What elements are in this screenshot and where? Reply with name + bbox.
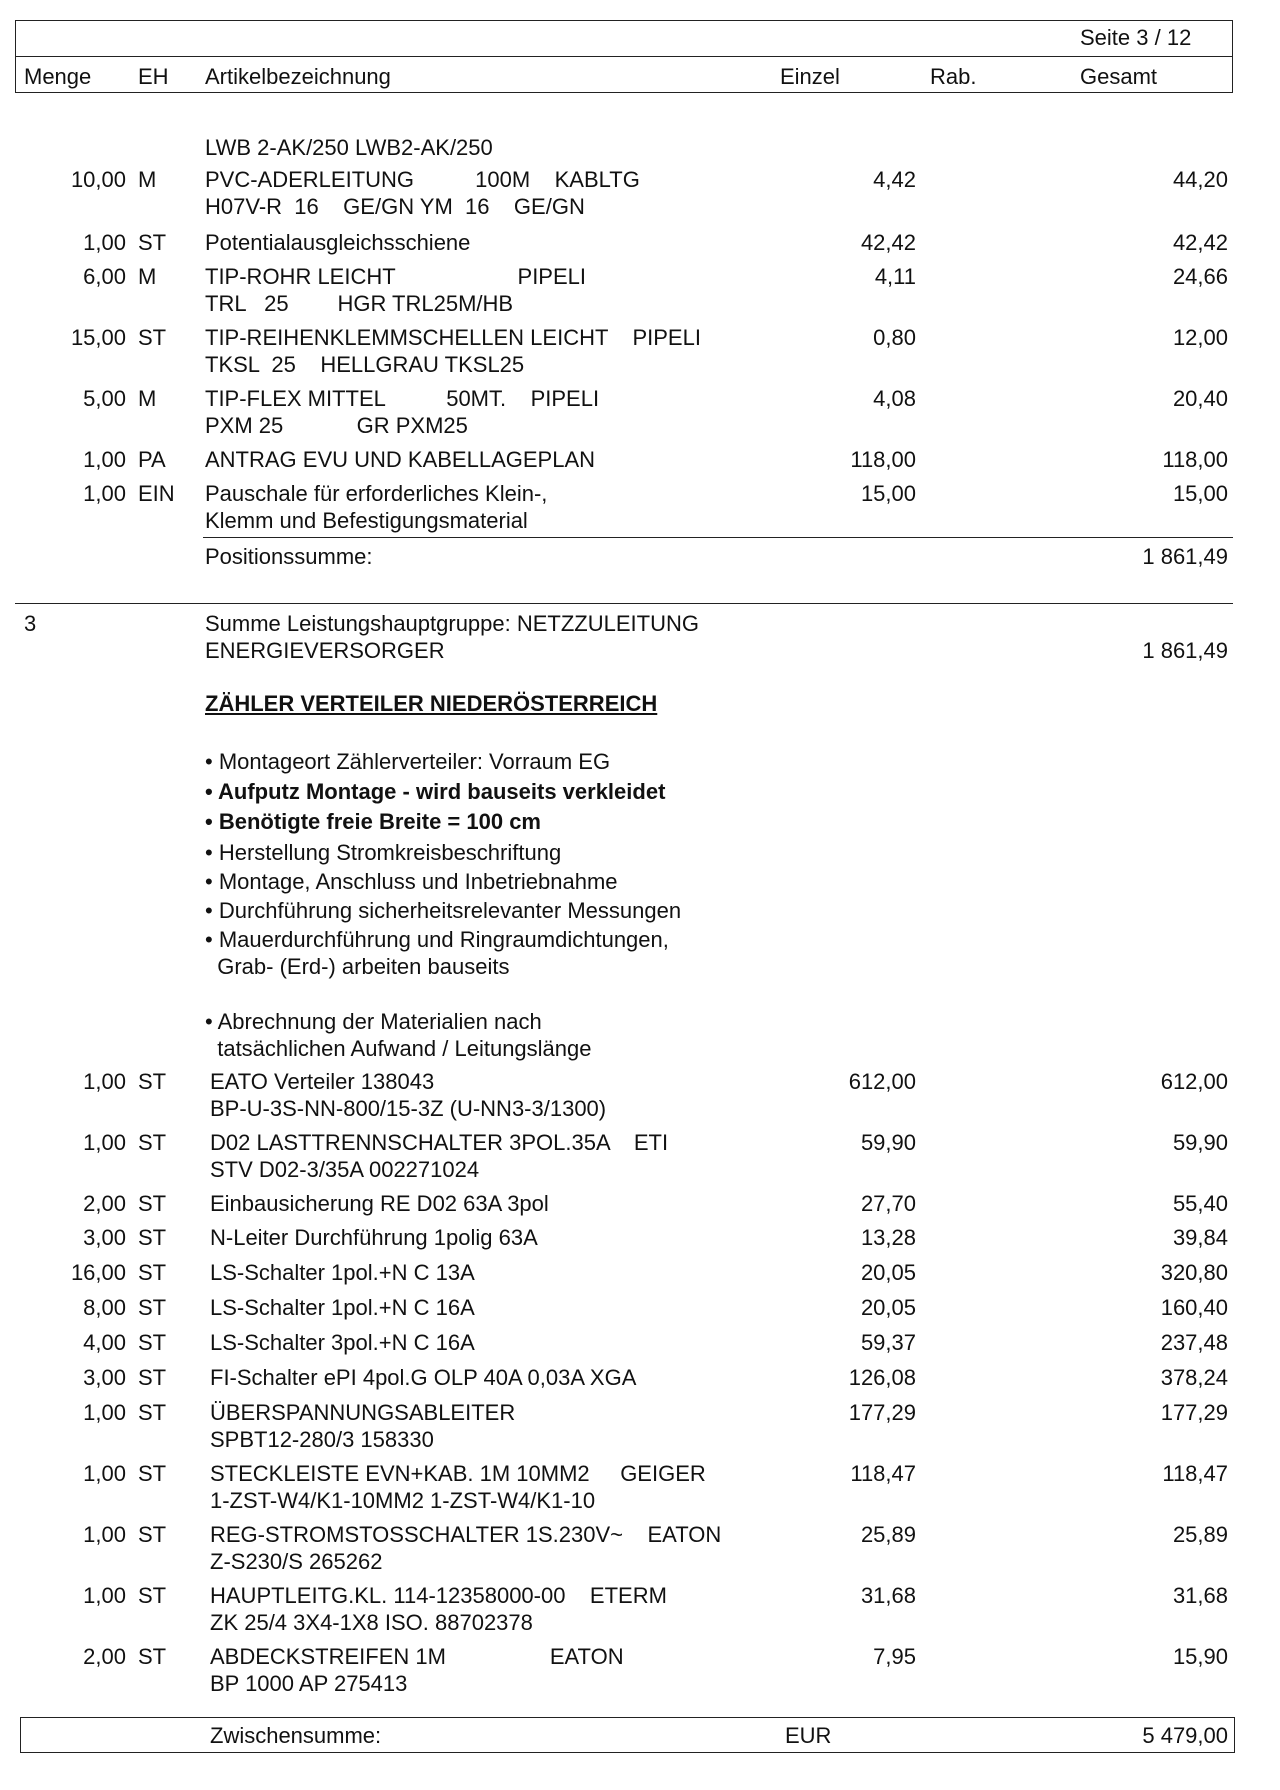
item-total: 31,68 — [1172, 1583, 1228, 1608]
summary-value: 1 861,49 — [1142, 638, 1228, 663]
item-quantity: 1,00 — [83, 1400, 126, 1425]
item-total: 612,00 — [1160, 1069, 1228, 1094]
item-unit-price: 59,37 — [860, 1330, 916, 1355]
item-description: 1-ZST-W4/K1-10MM2 1-ZST-W4/K1-10 — [210, 1488, 596, 1513]
item-unit-price: 177,29 — [848, 1400, 916, 1425]
item-unit: ST — [138, 1295, 167, 1320]
item-quantity: 1,00 — [83, 1522, 126, 1547]
header-divider — [15, 56, 1233, 57]
item-description: HAUPTLEITG.KL. 114-12358000-00 ETERM — [210, 1583, 667, 1608]
item-description: FI-Schalter ePI 4pol.G OLP 40A 0,03A XGA — [210, 1365, 637, 1390]
item-quantity: 1,00 — [83, 481, 126, 506]
item-description: H07V-R 16 GE/GN YM 16 GE/GN — [205, 194, 585, 219]
bullet-item: • Aufputz Montage - wird bauseits verkleidet — [205, 779, 666, 804]
item-quantity: 3,00 — [83, 1365, 126, 1390]
item-description: ZK 25/4 3X4-1X8 ISO. 88702378 — [210, 1610, 533, 1635]
item-unit-price: 612,00 — [848, 1069, 916, 1094]
bullet-item: • Montage, Anschluss und Inbetriebnahme — [205, 869, 618, 894]
item-unit: PA — [138, 447, 166, 472]
item-description: TRL 25 HGR TRL25M/HB — [205, 291, 514, 316]
item-total: 44,20 — [1172, 167, 1228, 192]
item-quantity: 1,00 — [83, 1130, 126, 1155]
item-description: TIP-FLEX MITTEL 50MT. PIPELI — [205, 386, 600, 411]
item-unit-price: 31,68 — [860, 1583, 916, 1608]
page-number: Seite 3 / 12 — [1080, 25, 1192, 50]
item-description: LS-Schalter 1pol.+N C 13A — [210, 1260, 475, 1285]
item-unit-price: 4,11 — [874, 264, 916, 289]
item-description: BP 1000 AP 275413 — [210, 1671, 408, 1696]
bullet-item: • Mauerdurchführung und Ringraumdichtungen, — [205, 927, 669, 952]
item-description: ABDECKSTREIFEN 1M EATON — [210, 1644, 624, 1669]
item-total: 320,80 — [1160, 1260, 1228, 1285]
item-description: EATO Verteiler 138043 — [210, 1069, 435, 1094]
note-line-1: • Abrechnung der Materialien nach — [205, 1009, 542, 1034]
item-description: Klemm und Befestigungsmaterial — [205, 508, 528, 533]
item-unit-price: 4,42 — [873, 167, 916, 192]
item-unit-price: 42,42 — [860, 230, 916, 255]
item-quantity: 2,00 — [83, 1191, 126, 1216]
item-quantity: 4,00 — [83, 1330, 126, 1355]
item-quantity: 1,00 — [83, 447, 126, 472]
item-unit: ST — [138, 1365, 167, 1390]
item-unit: M — [138, 264, 157, 289]
position-sum-label: Positionssumme: — [205, 544, 373, 569]
summary-rule — [15, 603, 1233, 604]
item-total: 59,90 — [1172, 1130, 1228, 1155]
item-total: 15,00 — [1172, 481, 1228, 506]
subtotal-currency: EUR — [785, 1723, 832, 1748]
item-quantity: 1,00 — [83, 230, 126, 255]
section-title: ZÄHLER VERTEILER NIEDERÖSTERREICH — [205, 691, 658, 716]
item-unit: ST — [138, 1522, 167, 1547]
item-unit: ST — [138, 1461, 167, 1486]
item-description: REG-STROMSTOSSCHALTER 1S.230V~ EATON — [210, 1522, 722, 1547]
item-quantity: 15,00 — [70, 325, 126, 350]
summary-label-line1: Summe Leistungshauptgruppe: NETZZULEITUNG — [205, 611, 699, 636]
item-unit: ST — [138, 230, 167, 255]
item-description: Z-S230/S 265262 — [210, 1549, 383, 1574]
item-unit: ST — [138, 1191, 167, 1216]
item-description: ÜBERSPANNUNGSABLEITER — [210, 1400, 516, 1425]
item-total: 15,90 — [1172, 1644, 1228, 1669]
item-unit: ST — [138, 1260, 167, 1285]
item-quantity: 1,00 — [83, 1069, 126, 1094]
item-quantity: 1,00 — [83, 1583, 126, 1608]
item-description: LS-Schalter 1pol.+N C 16A — [210, 1295, 475, 1320]
item-description: PXM 25 GR PXM25 — [205, 413, 468, 438]
column-header-gesamt: Gesamt — [1080, 64, 1158, 89]
item-total: 39,84 — [1172, 1225, 1228, 1250]
subtotal-value: 5 479,00 — [1142, 1723, 1228, 1748]
position-sum-rule — [203, 537, 1233, 538]
bullet-item: • Herstellung Stromkreisbeschriftung — [205, 840, 562, 865]
column-header-einzel: Einzel — [780, 64, 840, 89]
item-unit: M — [138, 167, 157, 192]
item-unit: ST — [138, 1583, 167, 1608]
item-unit-price: 118,47 — [850, 1461, 916, 1486]
item-description: Pauschale für erforderliches Klein-, — [205, 481, 548, 506]
item-quantity: 6,00 — [83, 264, 126, 289]
item-total: 177,29 — [1160, 1400, 1228, 1425]
item-unit-price: 7,95 — [873, 1644, 916, 1669]
item-description: TIP-REIHENKLEMMSCHELLEN LEICHT PIPELI — [205, 325, 701, 350]
item-unit: ST — [138, 1644, 167, 1669]
item-description: D02 LASTTRENNSCHALTER 3POL.35A ETI — [210, 1130, 669, 1155]
item-unit-price: 4,08 — [873, 386, 916, 411]
item-unit: ST — [138, 1130, 167, 1155]
column-header-menge: Menge — [24, 64, 92, 89]
item-unit-price: 13,28 — [860, 1225, 916, 1250]
item-total: 42,42 — [1172, 230, 1228, 255]
item-unit-price: 15,00 — [860, 481, 916, 506]
item-description: ANTRAG EVU UND KABELLAGEPLAN — [205, 447, 596, 472]
item-unit-price: 20,05 — [860, 1260, 916, 1285]
item-unit: ST — [138, 1069, 167, 1094]
item-unit-price: 27,70 — [860, 1191, 916, 1216]
item-description: N-Leiter Durchführung 1polig 63A — [210, 1225, 538, 1250]
item-description: LS-Schalter 3pol.+N C 16A — [210, 1330, 475, 1355]
item-total: 118,00 — [1162, 447, 1228, 472]
item-total: 118,47 — [1162, 1461, 1228, 1486]
item-unit-price: 25,89 — [860, 1522, 916, 1547]
item-unit: ST — [138, 1400, 167, 1425]
column-header-eh: EH — [138, 64, 169, 89]
item-quantity: 5,00 — [83, 386, 126, 411]
item-unit: ST — [138, 1225, 167, 1250]
item-unit-price: 59,90 — [860, 1130, 916, 1155]
item-quantity: 8,00 — [83, 1295, 126, 1320]
item-total: 20,40 — [1172, 386, 1228, 411]
item-quantity: 3,00 — [83, 1225, 126, 1250]
subtotal-label: Zwischensumme: — [210, 1723, 382, 1748]
item-total: 25,89 — [1172, 1522, 1228, 1547]
item-total: 12,00 — [1172, 325, 1228, 350]
item-description: PVC-ADERLEITUNG 100M KABLTG — [205, 167, 640, 192]
column-header-artikel: Artikelbezeichnung — [205, 64, 391, 89]
group1-lead-text: LWB 2-AK/250 LWB2-AK/250 — [205, 135, 493, 160]
item-description: STECKLEISTE EVN+KAB. 1M 10MM2 GEIGER — [210, 1461, 706, 1486]
item-description: TIP-ROHR LEICHT PIPELI — [205, 264, 587, 289]
bullet-item: • Benötigte freie Breite = 100 cm — [205, 809, 541, 834]
item-quantity: 10,00 — [70, 167, 126, 192]
item-description: SPBT12-280/3 158330 — [210, 1427, 434, 1452]
bullet-item: • Durchführung sicherheitsrelevanter Messungen — [205, 898, 682, 923]
item-unit: ST — [138, 1330, 167, 1355]
position-sum-value: 1 861,49 — [1142, 544, 1228, 569]
item-description: TKSL 25 HELLGRAU TKSL25 — [205, 352, 525, 377]
item-total: 160,40 — [1160, 1295, 1228, 1320]
item-total: 24,66 — [1172, 264, 1228, 289]
item-unit-price: 0,80 — [873, 325, 916, 350]
item-unit-price: 118,00 — [850, 447, 916, 472]
summary-number: 3 — [24, 611, 37, 636]
item-total: 55,40 — [1172, 1191, 1228, 1216]
item-unit: ST — [138, 325, 167, 350]
column-header-rab: Rab. — [930, 64, 977, 89]
item-description: BP-U-3S-NN-800/15-3Z (U-NN3-3/1300) — [210, 1096, 607, 1121]
item-description: STV D02-3/35A 002271024 — [210, 1157, 480, 1182]
note-line-2: tatsächlichen Aufwand / Leitungslänge — [205, 1036, 592, 1061]
item-total: 237,48 — [1160, 1330, 1228, 1355]
bullet-item: • Montageort Zählerverteiler: Vorraum EG — [205, 749, 611, 774]
item-unit: M — [138, 386, 157, 411]
item-quantity: 2,00 — [83, 1644, 126, 1669]
item-unit: EIN — [138, 481, 175, 506]
bullet-item: Grab- (Erd-) arbeiten bauseits — [205, 954, 510, 979]
item-unit-price: 126,08 — [848, 1365, 916, 1390]
item-quantity: 1,00 — [83, 1461, 126, 1486]
item-description: Potentialausgleichsschiene — [205, 230, 471, 255]
item-total: 378,24 — [1160, 1365, 1228, 1390]
item-unit-price: 20,05 — [860, 1295, 916, 1320]
item-quantity: 16,00 — [70, 1260, 126, 1285]
item-description: Einbausicherung RE D02 63A 3pol — [210, 1191, 549, 1216]
summary-label-line2: ENERGIEVERSORGER — [205, 638, 445, 663]
